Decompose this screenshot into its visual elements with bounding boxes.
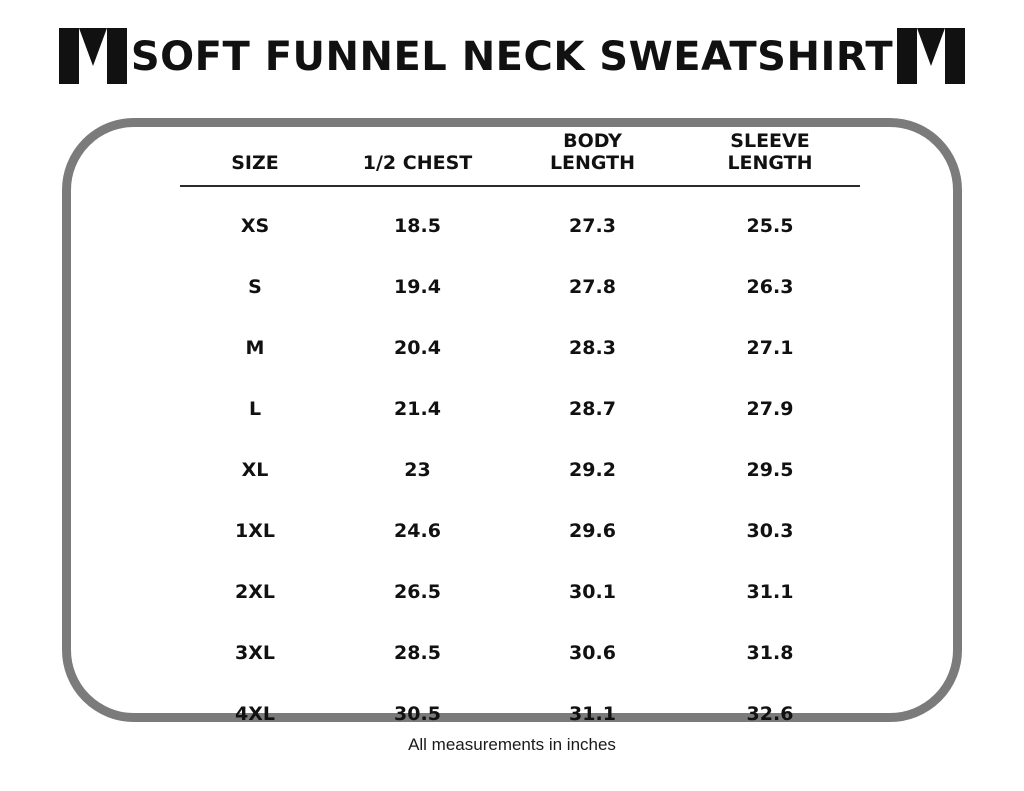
m-logo-icon bbox=[895, 26, 967, 88]
header bbox=[0, 14, 1024, 100]
measurement-note: All measurements in inches bbox=[408, 735, 616, 754]
cell-size: L bbox=[248, 398, 262, 421]
cell-chest: 30.5 bbox=[394, 703, 441, 726]
cell-body: 31.1 bbox=[569, 703, 616, 726]
column-header-chest bbox=[330, 126, 505, 186]
cell-chest: 26.5 bbox=[394, 581, 441, 604]
cell-chest: 21.4 bbox=[394, 398, 441, 421]
column-header-body-length-line1: BODY bbox=[563, 130, 622, 152]
cell-size: 3XL bbox=[235, 642, 275, 665]
cell-chest: 23 bbox=[404, 459, 431, 482]
table-row bbox=[180, 440, 860, 501]
cell-sleeve: 25.5 bbox=[746, 215, 794, 238]
table-row bbox=[180, 257, 860, 318]
table-header-row bbox=[180, 126, 860, 186]
table-header bbox=[180, 126, 860, 186]
cell-size: 2XL bbox=[235, 581, 275, 604]
cell-body: 29.2 bbox=[569, 459, 616, 482]
size-table bbox=[180, 126, 860, 745]
table-row bbox=[180, 501, 860, 562]
cell-chest: 24.6 bbox=[394, 520, 441, 543]
table-row bbox=[180, 562, 860, 623]
cell-chest: 20.4 bbox=[394, 337, 441, 360]
cell-size: S bbox=[248, 276, 262, 299]
cell-chest: 19.4 bbox=[394, 276, 441, 299]
cell-body: 29.6 bbox=[569, 520, 616, 543]
cell-sleeve: 26.3 bbox=[746, 276, 794, 299]
size-table-container bbox=[180, 126, 860, 745]
cell-size: 4XL bbox=[235, 703, 275, 726]
cell-size: XL bbox=[241, 459, 269, 482]
table-row bbox=[180, 186, 860, 257]
cell-sleeve: 30.3 bbox=[746, 520, 794, 543]
table-body bbox=[180, 186, 860, 745]
table-row bbox=[180, 318, 860, 379]
column-header-chest-line1: 1/2 CHEST bbox=[362, 152, 473, 175]
cell-body: 28.3 bbox=[569, 337, 616, 360]
column-header-sleeve-length-line1: SLEEVE bbox=[730, 130, 810, 152]
cell-sleeve: 27.1 bbox=[746, 337, 794, 360]
cell-chest: 18.5 bbox=[394, 215, 441, 238]
column-header-sleeve-length bbox=[680, 126, 860, 186]
cell-size: 1XL bbox=[235, 520, 275, 543]
cell-sleeve: 32.6 bbox=[746, 703, 794, 726]
cell-size: XS bbox=[240, 215, 270, 238]
cell-body: 28.7 bbox=[569, 398, 616, 421]
cell-sleeve: 31.8 bbox=[746, 642, 794, 665]
cell-body: 27.3 bbox=[569, 215, 616, 238]
table-row bbox=[180, 379, 860, 440]
table-row bbox=[180, 623, 860, 684]
cell-sleeve: 31.1 bbox=[746, 581, 794, 604]
cell-sleeve: 27.9 bbox=[746, 398, 794, 421]
column-header-size bbox=[180, 126, 330, 186]
cell-body: 30.6 bbox=[569, 642, 616, 665]
column-header-body-length-line2: LENGTH bbox=[549, 152, 636, 175]
column-header-sleeve-length-line2: LENGTH bbox=[727, 152, 813, 175]
column-header-body-length bbox=[505, 126, 680, 186]
cell-sleeve: 29.5 bbox=[746, 459, 794, 482]
page-title: SOFT FUNNEL NECK SWEATSHIRT bbox=[130, 34, 894, 80]
cell-size: M bbox=[245, 337, 265, 360]
cell-chest: 28.5 bbox=[394, 642, 441, 665]
cell-body: 30.1 bbox=[569, 581, 616, 604]
cell-body: 27.8 bbox=[569, 276, 616, 299]
column-header-size-line1: SIZE bbox=[231, 152, 279, 175]
m-logo-icon bbox=[57, 26, 129, 88]
